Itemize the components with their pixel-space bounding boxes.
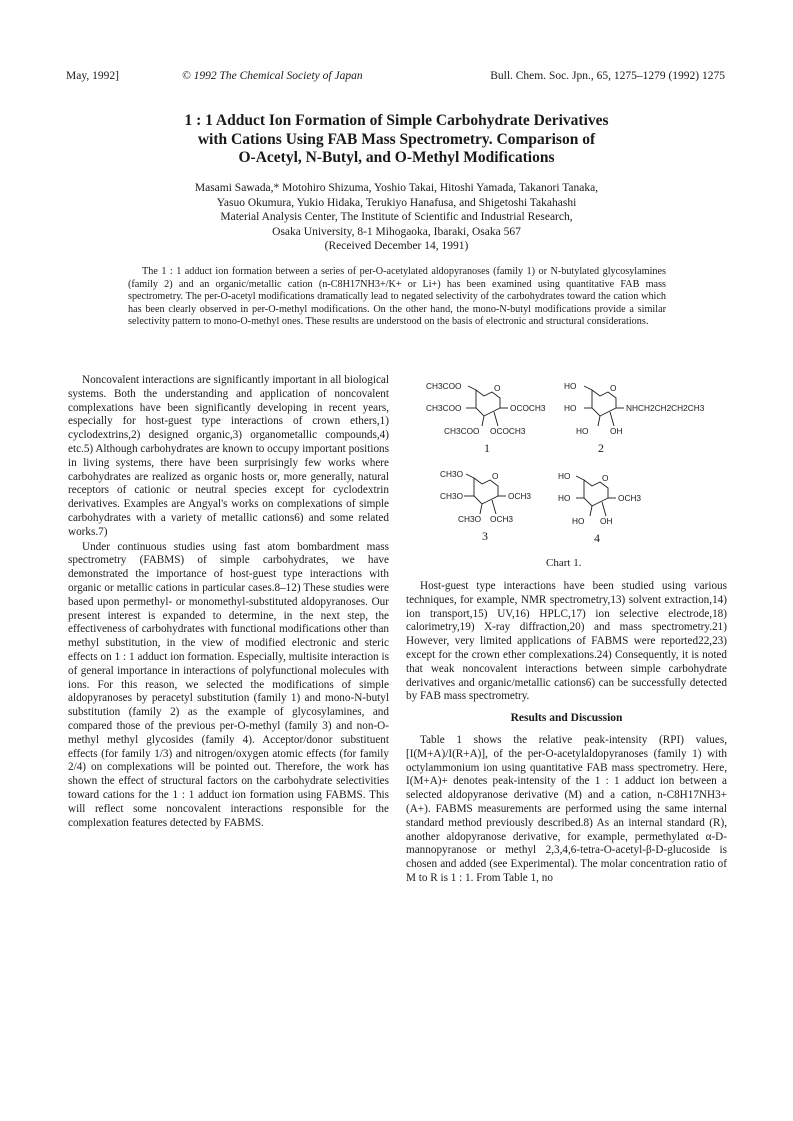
s1-substituent-4: OCOCH3 <box>490 426 526 436</box>
chart-1-structures <box>406 376 727 572</box>
s1-ring-oxygen: O <box>494 383 501 393</box>
title-line-1: 1 : 1 Adduct Ion Formation of Simple Carbohydrate Derivatives <box>184 112 609 129</box>
s3-substituent-4: OCH3 <box>490 514 514 524</box>
s4-substituent-3: HO <box>572 516 585 526</box>
s1-substituent-1: CH3COO <box>426 381 462 391</box>
s3-substituent-3: CH3O <box>458 514 482 524</box>
intro-paragraph-1: Noncovalent interactions are significantly important in all biological systems. Both the understanding and application of noncovalent complexations have been significantly developing in recent years, especially for host-guest type interactions of crown ethers,1) cyclodextrins,2) designed organic,3) organometallic compounds,4) etc.5) Although carbohydrates are known to occupy important positions in living systems, there have been surprisingly few works where carbohydrates are realized as organic hosts or, more generally, natural receptors of cationic or neutral species except for cyclodextrin derivatives. Examples are Angyal's works on complexations of simple carbohydrates with a variety of metallic cations6) and some related works.7) <box>68 374 389 538</box>
right-column <box>406 580 727 886</box>
left-column <box>68 374 389 830</box>
s4-ring-oxygen: O <box>602 473 609 483</box>
s3-substituent-1: CH3O <box>440 469 464 479</box>
chart-caption: Chart 1. <box>546 557 582 569</box>
s4-substituent-4: OH <box>600 516 613 526</box>
s3-compound-number: 3 <box>482 529 488 543</box>
author-block <box>60 181 733 254</box>
s1-substituent-3: CH3COO <box>444 426 480 436</box>
authors-line-1: Masami Sawada,* Motohiro Shizuma, Yoshio Takai, Hitoshi Yamada, Takanori Tanaka, <box>194 182 599 194</box>
right-paragraph-2: Table 1 shows the relative peak-intensity (RPI) values, [I(M+A)/I(R+A)], of the per-O-acetylaldopyranoses (family 1) with octylammonium ion using quantitative FAB mass spectrometry. Here, I(M+A)+ denotes peak-intensity of the 1 : 1 adduct ion between a selected aldopyranose derivative (M) and a cation, n-C8H17NH3+ (A+). FABMS measurements are performed using the same internal standard method previously described.8) As an internal standard (R), another aldopyranose derivative, for example, permethylated α-D-mannopyranose or methyl 2,3,4,6-tetra-O-acetyl-β-D-glucoside is chosen and added (see Experimental). The molar concentration ratio of M to R is 1 : 1. From Table 1, no <box>406 733 727 884</box>
affiliation-line-2: Osaka University, 8-1 Mihogaoka, Ibaraki, Osaka 567 <box>272 225 521 238</box>
s4-substituent-2: HO <box>558 493 571 503</box>
s2-anomeric-substituent: NHCH2CH2CH2CH3 <box>626 403 705 413</box>
running-header-date: May, 1992] <box>66 70 119 82</box>
title-line-3: O-Acetyl, N-Butyl, and O-Methyl Modifications <box>238 149 555 166</box>
structure-diagram <box>406 376 727 572</box>
right-paragraph-1: Host-guest type interactions have been studied using various techniques, for example, NMR spectrometry,13) solvent extraction,14) ion transport,15) UV,16) HPLC,17) ion selective electrode,18) calorimetry,19) X-ray diffraction,20) and mass spectrometry.21) However, very limited applications of FABMS were reported22,23) except for the crown ether complexations.24) Consequently, it is noted that weak noncovalent interactions between simple carbohydrate derivatives and organic/metallic cations6) can be successfully detected by FAB mass spectrometry. <box>406 580 727 703</box>
title-line-2: with Cations Using FAB Mass Spectrometry. Comparison of <box>197 130 596 148</box>
affiliation-line-1: Material Analysis Center, The Institute of Scientific and Industrial Research, <box>220 211 573 224</box>
abstract-text: The 1 : 1 adduct ion formation between a series of per-O-acetylated aldopyranoses (family 1) or N-butylated glycosylamines (family 2) and an organic/metallic cation (n-C8H17NH3+/K+ or Li+) has been examined using quantitative FAB mass spectrometry. The per-O-acetyl modifications dramatically lead to negated selectivity of the carbohydrates toward the cation which has been clearly observed in per-O-methyl modifications. On the other hand, the mono-N-butyl modifications provide a similar selectivity pattern to mono-O-methyl ones. These results are understood on the basis of electronic and structural considerations. <box>128 266 666 328</box>
abstract <box>128 266 666 329</box>
s2-substituent-1: HO <box>564 381 577 391</box>
authors-line-2: Yasuo Okumura, Yukio Hidaka, Terukiyo Hanafusa, and Shigetoshi Takahashi <box>216 196 577 209</box>
s4-compound-number: 4 <box>594 531 600 545</box>
s3-substituent-2: CH3O <box>440 491 464 501</box>
s2-substituent-4: OH <box>610 426 623 436</box>
s1-substituent-2: CH3COO <box>426 403 462 413</box>
article-title <box>60 112 733 168</box>
s2-compound-number: 2 <box>598 441 604 455</box>
running-header-copyright: © 1992 The Chemical Society of Japan <box>182 70 363 82</box>
s2-ring-oxygen: O <box>610 383 617 393</box>
s2-substituent-3: HO <box>576 426 589 436</box>
running-header-journal: Bull. Chem. Soc. Jpn., 65, 1275–1279 (1992) 1275 <box>490 70 725 82</box>
s4-substituent-1: HO <box>558 471 571 481</box>
received-date: (Received December 14, 1991) <box>324 240 469 253</box>
intro-paragraph-2: Under continuous studies using fast atom bombardment mass spectrometry (FABMS) of simple carbohydrates, we have demonstrated the importance of host-guest type interactions with organic or metallic cations in particular cases.8–12) These studies were based upon permethyl- or monomethyl-substituted aldopyranoses. Our present interest is expanded to determine, in the next step, the effectiveness of carbohydrates with functional modifications other than methyl substitution, in the view of modified electronic and steric effects on 1 : 1 adduct ion formation. Especially, multisite interaction is of general importance in interactions of polyfunctional molecules with ions. For this reason, we selected the modifications of simple aldopyranoses by peracetyl substitution (family 1) and mono-N-butyl substitution (family 2) as the example of glycosylamines, and compared those of the previous per-O-methyl (family 3) and non-O-methyl methyl glycosides (family 4). Acceptor/donor substituent effects (for family 1/3) and nitrogen/oxygen atomic effects (for family 2/4) on complexations will be pointed out. Therefore, the work has shown the effect of structural factors on the carbohydrate selectivities toward cations for the 1 : 1 adduct ion formation using FABMS. This will reflect some noncovalent interactions responsible for the complexation features detected by FABMS. <box>68 540 389 829</box>
section-heading: Results and Discussion <box>510 712 623 725</box>
s3-ring-oxygen: O <box>492 471 499 481</box>
s3-anomeric-substituent: OCH3 <box>508 491 532 501</box>
s4-anomeric-substituent: OCH3 <box>618 493 642 503</box>
s1-compound-number: 1 <box>484 441 490 455</box>
s1-anomeric-substituent: OCOCH3 <box>510 403 546 413</box>
s2-substituent-2: HO <box>564 403 577 413</box>
